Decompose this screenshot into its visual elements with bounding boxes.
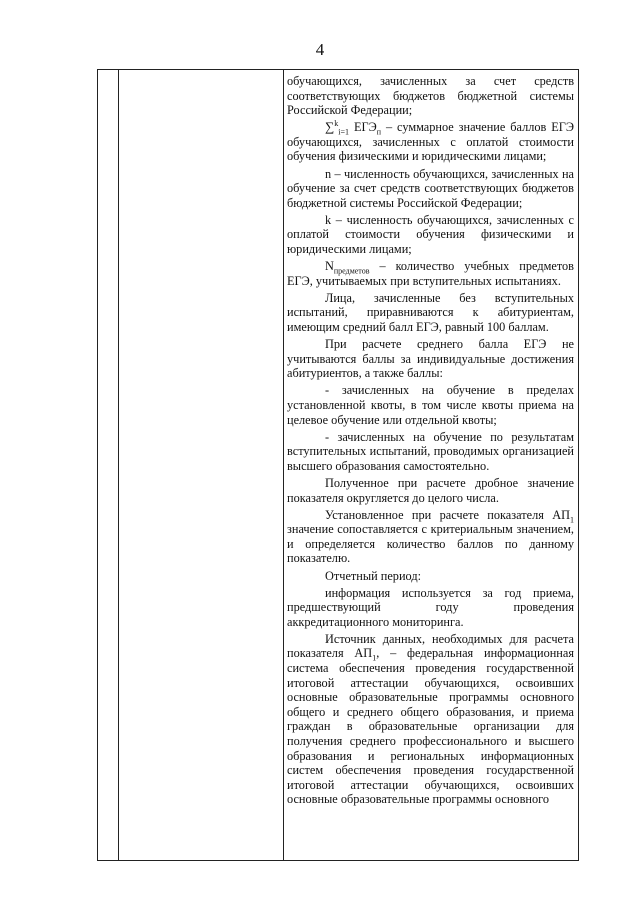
paragraph-sum-formula: [287, 120, 574, 164]
paragraph: - зачисленных на обучение в пределах установленной квоты, в том числе квоты приема на целевое обучение или отдельной квоты;: [287, 383, 574, 427]
sum-upper-limit: k: [334, 119, 339, 129]
paragraph: При расчете среднего балла ЕГЭ не учитываются баллы за индивидуальные достижения абитуриентов, а также баллы:: [287, 337, 574, 381]
sum-term: ЕГЭ: [353, 120, 377, 135]
ap-index: 1: [570, 515, 574, 525]
paragraph: Отчетный период:: [325, 568, 422, 583]
n-subscript: предметов: [333, 266, 370, 276]
paragraph: информация используется за год приема, предшествующий году проведения аккредитационного мониторинга.: [287, 585, 574, 629]
paragraph: k – численность обучающихся, зачисленных с оплатой стоимости обучения физическими и юридическими лицами;: [287, 212, 574, 257]
sum-lower-limit: i=1: [338, 127, 350, 137]
paragraph-text: – количество учебных предметов ЕГЭ, учитываемых при вступительных испытаниях.: [287, 259, 574, 288]
paragraph-text: Источник данных, необходимых для расчета показателя АП: [287, 631, 574, 661]
ap-index: 1: [372, 653, 377, 663]
paragraph: n – численность обучающихся, зачисленных на обучение за счет средств соответствующих бюджетов бюджетной системы Российской Федерации;: [287, 166, 574, 210]
paragraph-text: значение сопоставляется с критериальным значением, и определяется количество баллов по данному показателю.: [287, 522, 574, 566]
column-divider: [118, 70, 119, 860]
paragraph: обучающихся, зачисленных за счет средств соответствующих бюджетов бюджетной системы Российской Федерации;: [287, 74, 574, 118]
document-table: [97, 69, 579, 861]
column-divider: [283, 70, 284, 860]
sum-symbol: ∑: [325, 119, 335, 135]
paragraph-text: – суммарное значение баллов ЕГЭ обучающихся, зачисленных с оплатой стоимости обучения физическими и юридическими лицами;: [287, 120, 574, 164]
page-number: 4: [315, 40, 325, 59]
paragraph: Лица, зачисленные без вступительных испытаний, приравниваются к абитуриентам, имеющим средний балл ЕГЭ, равный 100 баллам.: [287, 290, 574, 334]
paragraph-n-subjects: [287, 259, 574, 288]
paragraph: Полученное при расчете дробное значение показателя округляется до целого числа.: [287, 475, 574, 505]
paragraph: - зачисленных на обучение по результатам вступительных испытаний, проводимых организацией высшего образования самостоятельно.: [287, 429, 574, 473]
n-symbol: N: [325, 259, 334, 274]
paragraph-ap1-criterion: [287, 508, 574, 566]
paragraph-data-source: [287, 632, 574, 807]
sum-term-index: п: [376, 127, 381, 137]
description-cell: [287, 74, 574, 860]
paragraph-text: Установленное при расчете показателя АП: [325, 507, 570, 522]
paragraph-text: , – федеральная информационная система обеспечения проведения государственной итоговой аттестации обучающихся, освоивших основные образовательные программы основного общего и среднего общего образования, и приема граждан в образовательные организации для получения среднего профессионального и высшего образования и региональных информационных систем обеспечения проведения государственной итоговой аттестации обучающихся, освоивших основные образовательные программы основного: [287, 646, 574, 807]
